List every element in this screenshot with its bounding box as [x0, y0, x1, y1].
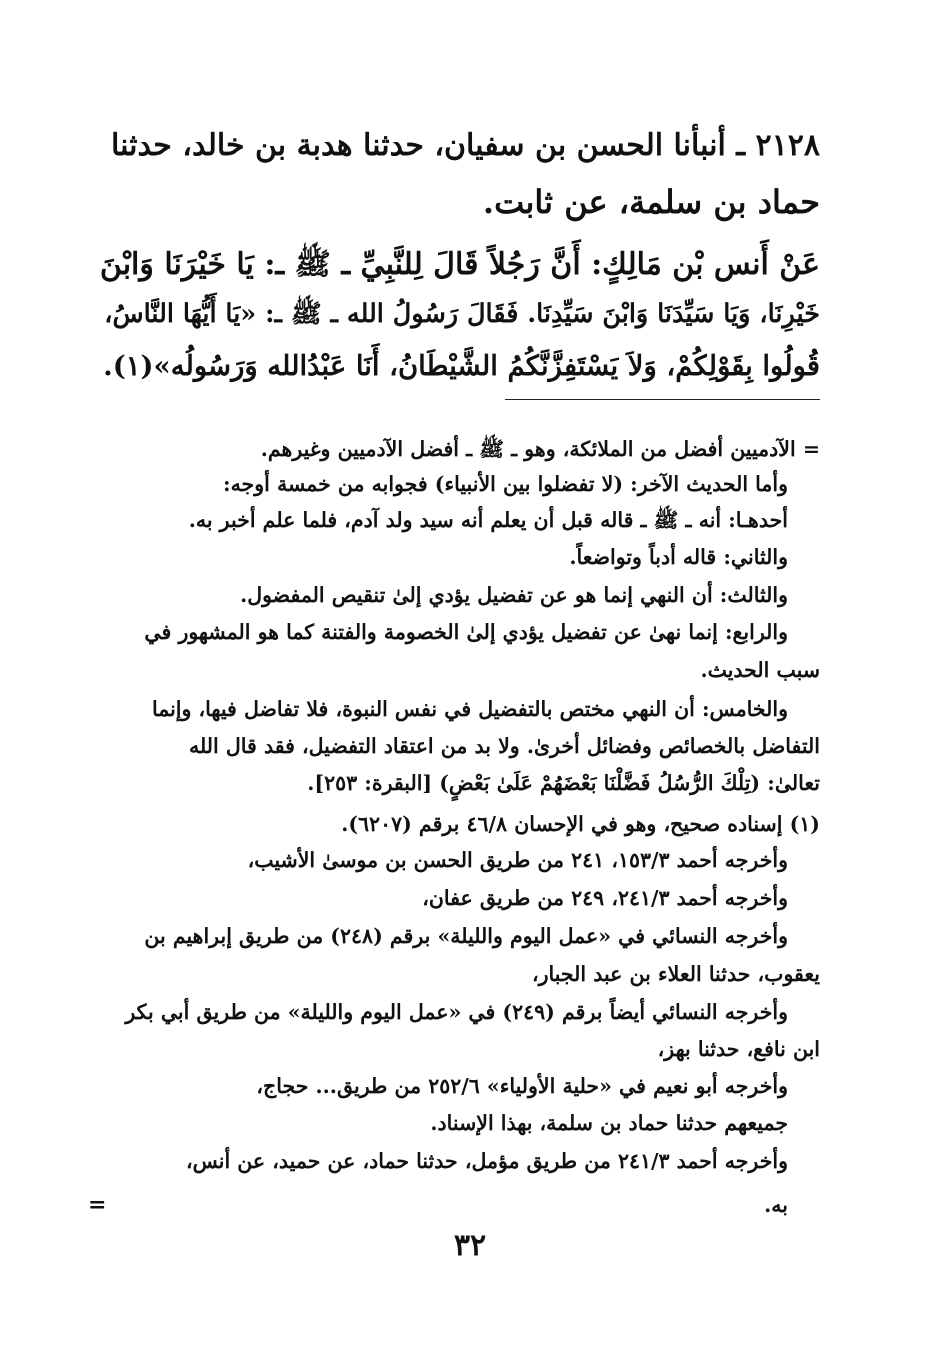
hadith-text-line: عَنْ أَنس بْن مَالِكٍ: أَنَّ رَجُلاً قَالَ لِلنَّبِيِّ ـ ﷺ ـ: يَا خَيْرَنَا وَابْنَ — [99, 247, 820, 282]
footnote-line: سبب الحديث. — [700, 658, 820, 682]
footnote-line: وأخرجه أبو نعيم في «حلية الأولياء» ٢٥٢/٦ من طريق... حجاج، — [256, 1074, 788, 1098]
footnote-line: تعالىٰ: (تِلْكَ الرُّسُلُ فَضَّلْنَا بَعْضَهُمْ عَلَىٰ بَعْضٍ) [البقرة: ٢٥٣]. — [307, 771, 820, 795]
footnote-line: (١) إسناده صحيح، وهو في الإحسان ٤٦/٨ برقم (٦٢٠٧). — [341, 812, 820, 836]
footnote-line: والرابع: إنما نهىٰ عن تفضيل يؤدي إلىٰ الخصومة والفتنة كما هو المشهور في — [144, 620, 788, 644]
footnote-line: والخامس: أن النهي مختص بالتفضيل في نفس النبوة، فلا تفاضل فيها، وإنما — [151, 697, 788, 721]
continuation-mark: = — [88, 1192, 107, 1218]
hadith-text-line: قُولُوا بِقَوْلِكُمْ، وَلاَ يَسْتَفِزَّنَّكُمُ الشَّيْطَانُ، أَنَا عَبْدُالله وَرَسُولُه»(١). — [103, 350, 820, 382]
footnote-line: ابن نافع، حدثنا بهز، — [657, 1037, 820, 1061]
footnote-line: به. — [764, 1193, 788, 1217]
footnote-line: وأخرجه النسائي أيضاً برقم (٢٤٩) في «عمل اليوم والليلة» من طريق أبي بكر — [125, 1000, 788, 1024]
footnote-line: أحدهـا: أنه ـ ﷺ ـ قاله قبل أن يعلم أنه سيد ولد آدم، فلما علم أخبر به. — [188, 508, 788, 532]
footnote-line: وأخرجه أحمد ١٥٣/٣، ٢٤١ من طريق الحسن بن موسىٰ الأشيب، — [247, 848, 788, 872]
footnote-line: وأخرجه أحمد ٢٤١/٣ من طريق مؤمل، حدثنا حماد، عن حميد، عن أنس، — [186, 1149, 788, 1173]
main-text-line: ٢١٢٨ ـ أنبأنا الحسن بن سفيان، حدثنا هدبة بن خالد، حدثنا — [110, 128, 820, 163]
footnote-separator — [505, 399, 820, 400]
footnote-line: والثاني: قاله أدباً وتواضعاً. — [569, 545, 788, 569]
hadith-text-line: خَيْرِنَا، وَيَا سَيِّدَنَا وَابْنَ سَيِّدِنَا. فَقَالَ رَسُولُ الله ـ ﷺ ـ: «يَا أَيُّهَا النَّاسُ، — [104, 299, 820, 329]
footnote-line: وأخرجه النسائي في «عمل اليوم والليلة» برقم (٢٤٨) من طريق إبراهيم بن — [144, 924, 788, 948]
footnote-line: جميعهم حدثنا حماد بن سلمة، بهذا الإسناد. — [430, 1111, 788, 1135]
footnote-line: والثالث: أن النهي إنما هو عن تفضيل يؤدي إلىٰ تنقيص المفضول. — [240, 583, 788, 607]
main-text-line: حماد بن سلمة، عن ثابت. — [482, 183, 820, 221]
footnote-line: التفاضل بالخصائص وفضائل أخرىٰ. ولا بد من اعتقاد التفضيل، فقد قال الله — [189, 734, 820, 758]
page-number: ٣٢ — [453, 1228, 487, 1263]
footnote-line: يعقوب، حدثنا العلاء بن عبد الجبار، — [531, 962, 820, 986]
footnote-line: وأما الحديث الآخر: (لا تفضلوا بين الأنبياء) فجوابه من خمسة أوجه: — [223, 472, 788, 496]
footnote-line: وأخرجه أحمد ٢٤١/٣، ٢٤٩ من طريق عفان، — [422, 886, 788, 910]
footnote-line: = الآدميين أفضل من الملائكة، وهو ـ ﷺ ـ أفضل الآدميين وغيرهم. — [260, 437, 820, 461]
